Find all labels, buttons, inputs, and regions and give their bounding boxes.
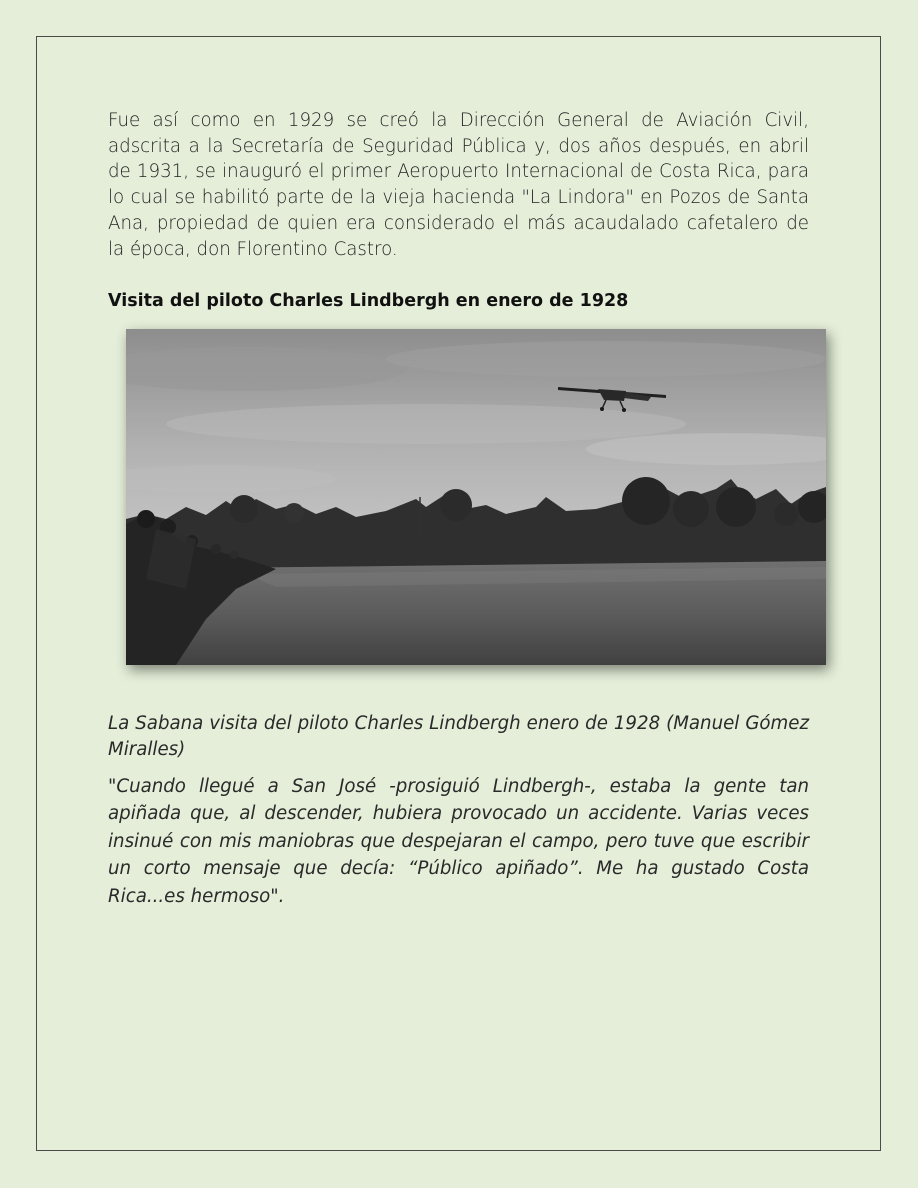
intro-paragraph: Fue así como en 1929 se creó la Dirección General de Aviación Civil, adscrita a la Secretaría de Seguridad Pública y, dos años después, en abril de 1931, se inauguró el primer Aeropuerto Internacional de Costa Rica, para lo cual se habilitó parte de la vieja hacienda "La Lindora" en Pozos de Santa Ana, propiedad de quien era considerado el más acaudalado cafetalero de la época, don Florentino Castro. bbox=[108, 110, 809, 260]
section-heading: Visita del piloto Charles Lindbergh en enero de 1928 bbox=[108, 291, 629, 312]
page-content bbox=[108, 108, 809, 910]
photo-caption: La Sabana visita del piloto Charles Lindbergh enero de 1928 (Manuel Gómez Miralles) bbox=[108, 713, 809, 760]
lindbergh-quote: "Cuando llegué a San José -prosiguió Lindbergh-, estaba la gente tan apiñada que, al descender, hubiera provocado un accidente. Varias veces insinué con mis maniobras que despejaran el campo, pero tuve que escribir un corto mensaje que decía: “Público apiñado”. Me ha gustado Costa Rica...es hermoso". bbox=[108, 775, 809, 907]
photo-image bbox=[126, 329, 826, 665]
historic-photo bbox=[126, 329, 826, 665]
